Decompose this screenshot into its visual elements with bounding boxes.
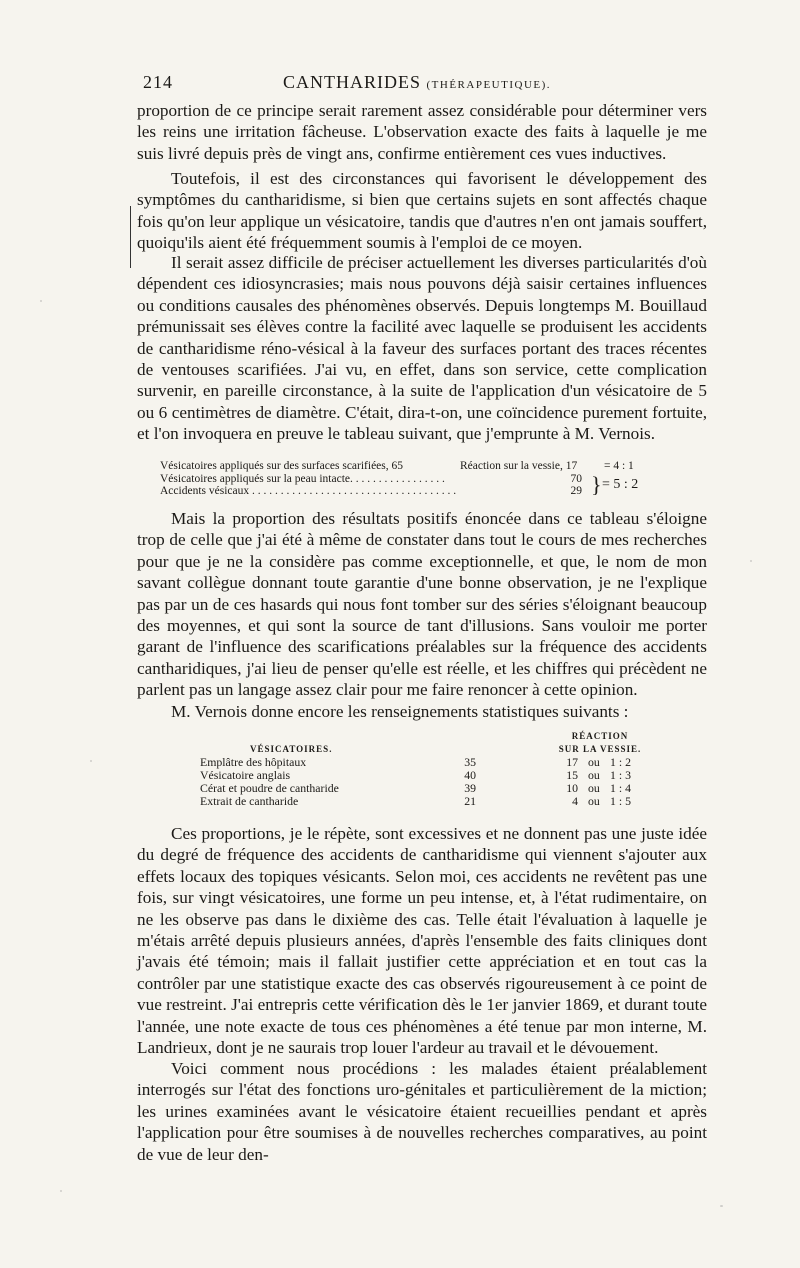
table2-row-ratio: 1 : 5 bbox=[610, 794, 631, 808]
table1-row1-reaction: Réaction sur la vessie, 17 bbox=[460, 460, 578, 472]
table2-row-reaction: 15 bbox=[566, 768, 578, 782]
table2-row-reaction: 10 bbox=[566, 781, 578, 795]
table1-row2-number: 70 bbox=[570, 472, 582, 485]
table2-row-reaction: 17 bbox=[566, 755, 578, 769]
table2-row-reaction: 4 bbox=[572, 794, 578, 808]
paragraph-4-text: Mais la proportion des résultats positifs énoncée dans ce tableau s'éloigne trop de celle que j'ai été à même de constater dans tout le cours de mes recherches pour que je ne la considère pas comme exceptionnelle, et que, le nom de mon savant collègue donnant toute garantie d'une bonne observation, je ne l'explique pas par un de ces hasards qui nous font tomber sur des séries s'éloignant beaucoup des moyennes, et qui sont la source de tant d'illusions. Sans vouloir me porter garant de l'influence des scarifications préalables sur la fréquence des accidents cantharidiques, j'ai lieu de penser qu'elle est réelle, et les chiffres qui précèdent ne parlent pas un langage assez clair pour me faire renoncer à cette opinion. bbox=[137, 509, 707, 700]
table1-row3-label: Accidents vésicaux . . . . . . . . . . . . . . . . . . . . . . . . . . . . . . . . . . . . bbox=[160, 485, 457, 497]
paper-speck bbox=[60, 1190, 62, 1192]
paragraph-5-text: M. Vernois donne encore les renseignements statistiques suivants : bbox=[171, 702, 629, 721]
table-row bbox=[200, 795, 660, 808]
vesicatoires-table bbox=[200, 730, 660, 808]
paragraph-3-text: Il serait assez difficile de préciser actuellement les diverses particularités d'où dépendent ces idiosyncrasies; mais nous pouvons déjà saisir certaines influences ou conditions causales des phénomènes observés. Depuis longtemps M. Bouillaud prémunissait ses élèves contre la facilité avec laquelle se produisent les accidents de cantharidisme réno-vésical à la faveur des surfaces portant des traces récentes de ventouses scarifiées. J'ai vu, en effet, dans son service, cette complication survenir, en pareille circonstance, à la suite de l'application d'un vésicatoire de 5 ou 6 centimètres de diamètre. C'était, dira-t-on, une coïncidence purement fortuite, et l'on invoquera en preuve le tableau suivant, que j'emprunte à M. Vernois. bbox=[137, 253, 707, 444]
running-title-main: CANTHARIDES bbox=[283, 72, 422, 92]
table2-row-label: Cérat et poudre de cantharide bbox=[200, 781, 339, 795]
table2-row-ou: ou bbox=[588, 768, 600, 782]
paragraph-4 bbox=[137, 508, 707, 701]
paragraph-7 bbox=[137, 1058, 707, 1165]
page-number: 214 bbox=[143, 72, 173, 92]
table1-brace: } bbox=[591, 472, 602, 497]
paper-speck bbox=[90, 760, 92, 762]
table2-row-label: Emplâtre des hôpitaux bbox=[200, 755, 307, 769]
table1-row-scarified bbox=[160, 460, 680, 473]
table2-row-count: 40 bbox=[464, 768, 476, 782]
table2-row-ou: ou bbox=[588, 755, 600, 769]
paragraph-6 bbox=[137, 823, 707, 1058]
paper-speck bbox=[750, 560, 752, 562]
table2-row-count: 39 bbox=[464, 781, 476, 795]
margin-bracket bbox=[130, 206, 136, 268]
table2-header bbox=[200, 730, 660, 756]
table2-header-reaction: RÉACTION bbox=[571, 731, 629, 741]
scarification-table bbox=[160, 460, 680, 498]
paragraph-5 bbox=[137, 701, 707, 722]
table2-row-label: Extrait de cantharide bbox=[200, 794, 299, 808]
table1-row1-label: Vésicatoires appliqués sur des surfaces scarifiées, 65 bbox=[160, 460, 404, 472]
table2-row-label: Vésicatoire anglais bbox=[200, 768, 291, 782]
table1-row2-label: Vésicatoires appliqués sur la peau intacte. . . . . . . . . . . . . . . . . bbox=[160, 472, 445, 485]
table1-row1-ratio: = 4 : 1 bbox=[604, 460, 634, 472]
running-title-sub: (THÉRAPEUTIQUE). bbox=[426, 79, 552, 91]
paragraph-2-text: Toutefois, il est des circonstances qui favorisent le développement des symptômes du cantharidisme, si bien que certains sujets en sont affectés chaque fois qu'on leur applique un vésicatoire, tandis que d'autres n'en ont jamais souffert, quoiqu'ils aient été fréquemment soumis à l'emploi de ce moyen. bbox=[137, 169, 707, 253]
table1-brace-ratio: = 5 : 2 bbox=[602, 477, 639, 492]
table2-row-ou: ou bbox=[588, 794, 600, 808]
paper-speck bbox=[720, 1205, 723, 1207]
table2-row-ou: ou bbox=[588, 781, 600, 795]
running-title bbox=[283, 72, 551, 93]
running-header bbox=[143, 72, 703, 96]
paragraph-6-text: Ces proportions, je le répète, sont excessives et ne donnent pas une juste idée du degré de fréquence des accidents de cantharidisme qui viennent s'ajouter aux effets locaux des topiques vésicants. Selon moi, ces accidents ne revêtent pas une fois, sur vingt vésicatoires, une forme un peu intense, et, à l'état rudimentaire, on ne les observe pas dans le dixième des cas. Telle était l'évaluation à laquelle je m'étais arrêté depuis plusieurs années, d'après l'ensemble des faits cliniques dont j'avais été témoin; mais il fallait justifier cette appréciation et en tout cas la contrôler par une statistique exacte des cas observés rigoureusement à ce point de vue restreint. J'ai entrepris cette vérification dès le 1er janvier 1869, et durant toute l'année, une note exacte de tous ces phénomènes a été tenue par mon interne, M. Landrieux, dont je ne saurais trop louer l'ardeur au travail et le dévouement. bbox=[137, 824, 707, 1058]
table2-row-count: 21 bbox=[464, 794, 476, 808]
paragraph-1 bbox=[137, 100, 707, 164]
paper-speck bbox=[40, 300, 42, 302]
table2-header-vessie: SUR LA VESSIE. bbox=[558, 744, 642, 754]
table2-row-ratio: 1 : 3 bbox=[610, 768, 631, 782]
table2-row-ratio: 1 : 2 bbox=[610, 755, 631, 769]
table1-row3-number: 29 bbox=[570, 485, 582, 497]
table2-row-ratio: 1 : 4 bbox=[610, 781, 631, 795]
table2-row-count: 35 bbox=[464, 755, 476, 769]
paragraph-2 bbox=[137, 168, 707, 254]
paragraph-7-text: Voici comment nous procédions : les malades étaient préalablement interrogés sur l'état des fonctions uro-génitales et particulièrement de la miction; les urines examinées avant le vésicatoire étaient recueillies pendant et après l'application pour être soumises à de nouvelles recherches comparatives, au point de vue de leur den- bbox=[137, 1059, 707, 1164]
table2-header-vesicatoires: VÉSICATOIRES. bbox=[250, 744, 333, 754]
paragraph-1-text: proportion de ce principe serait rarement assez considérable pour déterminer vers les reins une irritation fâcheuse. L'observation exacte des faits à laquelle je me suis livré depuis près de vingt ans, confirme entièrement ces vues inductives. bbox=[137, 101, 707, 163]
paragraph-3 bbox=[137, 252, 707, 445]
